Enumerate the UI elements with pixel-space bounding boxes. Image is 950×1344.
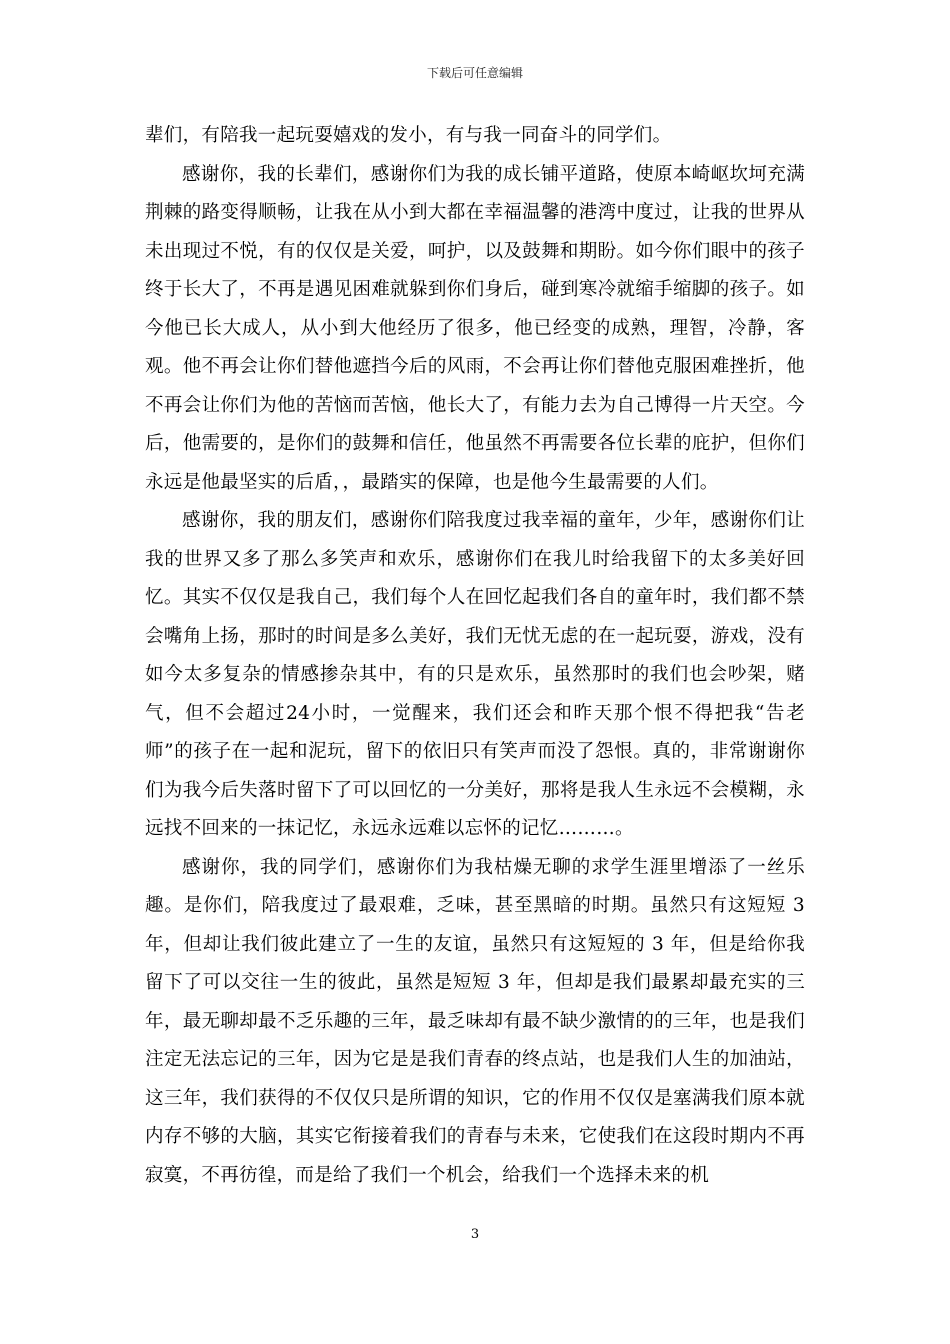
paragraph-classmates: 感谢你，我的同学们，感谢你们为我枯燥无聊的求学生涯里增添了一丝乐趣。是你们，陪我度过了最艰难，乏味，甚至黑暗的时期。虽然只有这短短 3 年，但却让我们彼此建立了一生的友谊，虽然只有这短短的 3 年，但是给你我留下了可以交往一生的彼此，虽然是短短 3 年，但却是我们最累却最充实的三年，最无聊却最不乏乐趣的三年，最乏味却有最不缺少激情的的三年，也是我们注定无法忘记的三年，因为它是是我们青春的终点站，也是我们人生的加油站，这三年，我们获得的不仅仅只是所谓的知识，它的作用不仅仅是塞满我们原本就内存不够的大脑，其实它衔接着我们的青春与未来，它使我们在这段时期内不再寂寞，不再彷徨，而是给了我们一个机会，给我们一个选择未来的机 [145,856,805,1186]
document-body [145,117,805,1195]
page-header: 下载后可任意编辑 [426,66,523,80]
paragraph-continued: 辈们，有陪我一起玩耍嬉戏的发小，有与我一同奋斗的同学们。 [145,125,672,146]
paragraph-elders: 感谢你，我的长辈们，感谢你们为我的成长铺平道路，使原本崎岖坎坷充满荆棘的路变得顺畅，让我在从小到大都在幸福温馨的港湾中度过，让我的世界从未出现过不悦，有的仅仅是关爱，呵护，以及鼓舞和期盼。如今你们眼中的孩子终于长大了，不再是遇见困难就躲到你们身后，碰到寒冷就缩手缩脚的孩子。如今他已长大成人，从小到大他经历了很多，他已经变的成熟，理智，冷静，客观。他不再会让你们替他遮挡今后的风雨，不会再让你们替他克服困难挫折，他不再会让你们为他的苦恼而苦恼，他长大了，有能力去为自己博得一片天空。今后，他需要的，是你们的鼓舞和信任，他虽然不再需要各位长辈的庇护，但你们永远是他最坚实的后盾，，最踏实的保障，也是他今生最需要的人们。 [145,163,805,493]
paragraph-friends: 感谢你，我的朋友们，感谢你们陪我度过我幸福的童年，少年，感谢你们让我的世界又多了那么多笑声和欢乐，感谢你们在我儿时给我留下的太多美好回忆。其实不仅仅是我自己，我们每个人在回忆起我们各自的童年时，我们都不禁会嘴角上扬，那时的时间是多么美好，我们无忧无虑的在一起玩耍，游戏，没有如今太多复杂的情感掺杂其中，有的只是欢乐，虽然那时的我们也会吵架，赌气，但不会超过24小时，一觉醒来，我们还会和昨天那个恨不得把我“告老师”的孩子在一起和泥玩，留下的依旧只有笑声而没了怨恨。真的，非常谢谢你们为我今后失落时留下了可以回忆的一分美好，那将是我人生永远不会模糊，永远找不回来的一抹记忆，永远永远难以忘怀的记忆………。 [145,510,805,839]
page-number: 3 [470,1227,480,1242]
